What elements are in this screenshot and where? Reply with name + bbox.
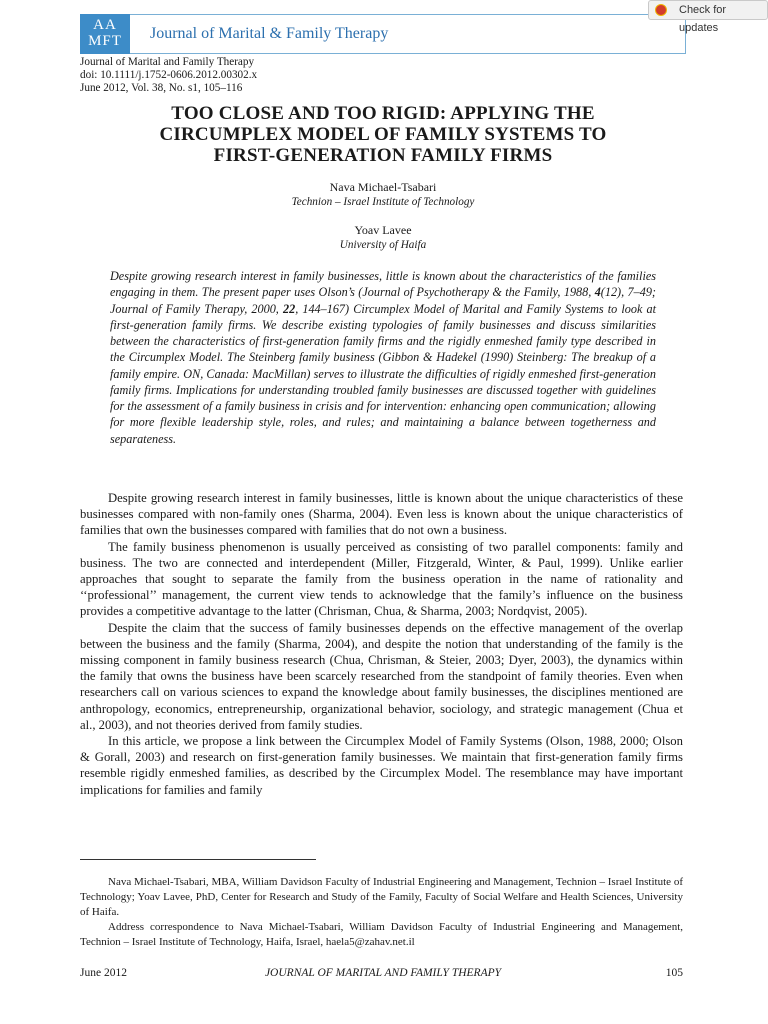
article-body [80,490,683,798]
body-paragraph: Despite growing research interest in family businesses, little is known about the unique characteristics of these businesses compared with non-family ones (Sharma, 2004). Even less is known about the unique characteristics of families that own the businesses compared with families that do not own a business. [80,491,683,538]
abstract-text: Despite growing research interest in family businesses, little is known about the characteristics of the families engaging in them. The present paper uses Olson’s (Journal of Psychotherapy & the Family, 1988, [110,269,656,300]
article-meta [80,56,257,95]
check-for-updates-button[interactable] [648,0,768,34]
footnote: Nava Michael-Tsabari, MBA, William Davidson Faculty of Industrial Engineering and Management, Technion – Israel Institute of Technology; Yoav Lavee, PhD, Center for Research and Study of the Family, Faculty of Social Welfare and Health Sciences, University of Haifa. [80,876,683,918]
abstract-text: , 144–167) Circumplex Model of Marital and Family Systems to look at first-generation family firms. We describe existing typologies of family businesses and discuss similarities between the characteristics of first-generation family firms and the rigidly enmeshed family type described in the Circumplex Model. The Steinberg family business (Gibbon & Hadekel (1990) Steinberg: The breakup of a family empire. ON, Canada: MacMillan) serves to illustrate the difficulties of rigidly enmeshed first-generation family firms. Implications for understanding troubled family businesses are discussed together with guidelines for the assessment of a family business in crisis and for intervention: enhancing open communication; allowing for more flexible leadership style, roles, and rules; and maintaining a balance between togetherness and separateness. [110,301,656,446]
meta-issue: June 2012, Vol. 38, No. s1, 105–116 [80,82,243,94]
footnote-divider [80,859,316,860]
footnote: Address correspondence to Nava Michael-Tsabari, William Davidson Faculty of Industrial Engineering and Management, Technion – Israel Institute of Technology, Haifa, Israel, haela5@zahav.net.il [80,921,683,948]
author-name: Yoav Lavee [354,223,412,237]
footnotes [80,875,683,950]
abstract-volume: 4 [594,285,601,300]
body-paragraph: The family business phenomenon is usually perceived as consisting of two parallel components: family and business. The two are connected and interdependent (Miller, Fitzgerald, Winter, & Paul, 1999). Unlike earlier approaches that sought to separate the family from the business operation in the name of rationality and ‘‘professional’’ management, the current view tends to acknowledge that the family’s influence on the business provides a competitive advantage to the latter (Chrisman, Chua, & Sharma, 2003; Nordqvist, 2005). [80,539,683,619]
author-name: Nava Michael-Tsabari [329,180,437,194]
author-affiliation: Technion – Israel Institute of Technology [291,196,475,208]
logo-line-1: AA [93,17,117,33]
check-for-updates-label: Check for updates [679,4,727,34]
footer-journal: JOURNAL OF MARITAL AND FAMILY THERAPY [264,967,502,979]
abstract-volume: 22 [283,301,296,316]
meta-doi: doi: 10.1111/j.1752-0606.2012.00302.x [80,69,258,81]
footer-date: June 2012 [80,967,127,979]
logo-line-2: MFT [88,33,122,49]
page-number: 105 [665,967,683,979]
body-paragraph: Despite the claim that the success of family businesses depends on the effective management of the overlap between the business and the family (Sharma, 2004), and despite the notion that understanding of the family is the missing component in family business research (Chua, Chrisman, & Steier, 2003; Dyer, 2003), the dynamics within the family that owns the business have been scarcely researched from the standpoint of family theories. Even when researchers call on various sciences to expand the knowledge about family businesses, the disciplines mentioned are anthropology, economics, entrepreneurship, organizational behavior, sociology, and strategic management (Chua et al., 2003), and not theories derived from family studies. [80,620,683,732]
abstract-text: (12), 7–49; Journal of Family Therapy, 2000, [110,285,656,316]
title-line-1: TOO CLOSE AND TOO RIGID: APPLYING THE [171,103,595,124]
article-title [80,103,686,166]
meta-journal: Journal of Marital and Family Therapy [80,56,255,68]
title-line-2: CIRCUMPLEX MODEL OF FAMILY SYSTEMS TO [159,124,607,145]
author-affiliation: University of Haifa [339,239,427,251]
body-paragraph: In this article, we propose a link between the Circumplex Model of Family Systems (Olson, 1988, 2000; Olson & Gorall, 2003) and research on first-generation family businesses. We maintain that first-generation family firms resemble rigidly enmeshed families, as described by the Circumplex Model. The resemblance may have important implications for families and family [80,734,683,797]
crossmark-icon [655,4,667,16]
journal-name: Journal of Marital & Family Therapy [150,25,389,42]
abstract [110,268,656,447]
title-line-3: FIRST-GENERATION FAMILY FIRMS [213,145,553,166]
aamft-logo [80,14,130,54]
